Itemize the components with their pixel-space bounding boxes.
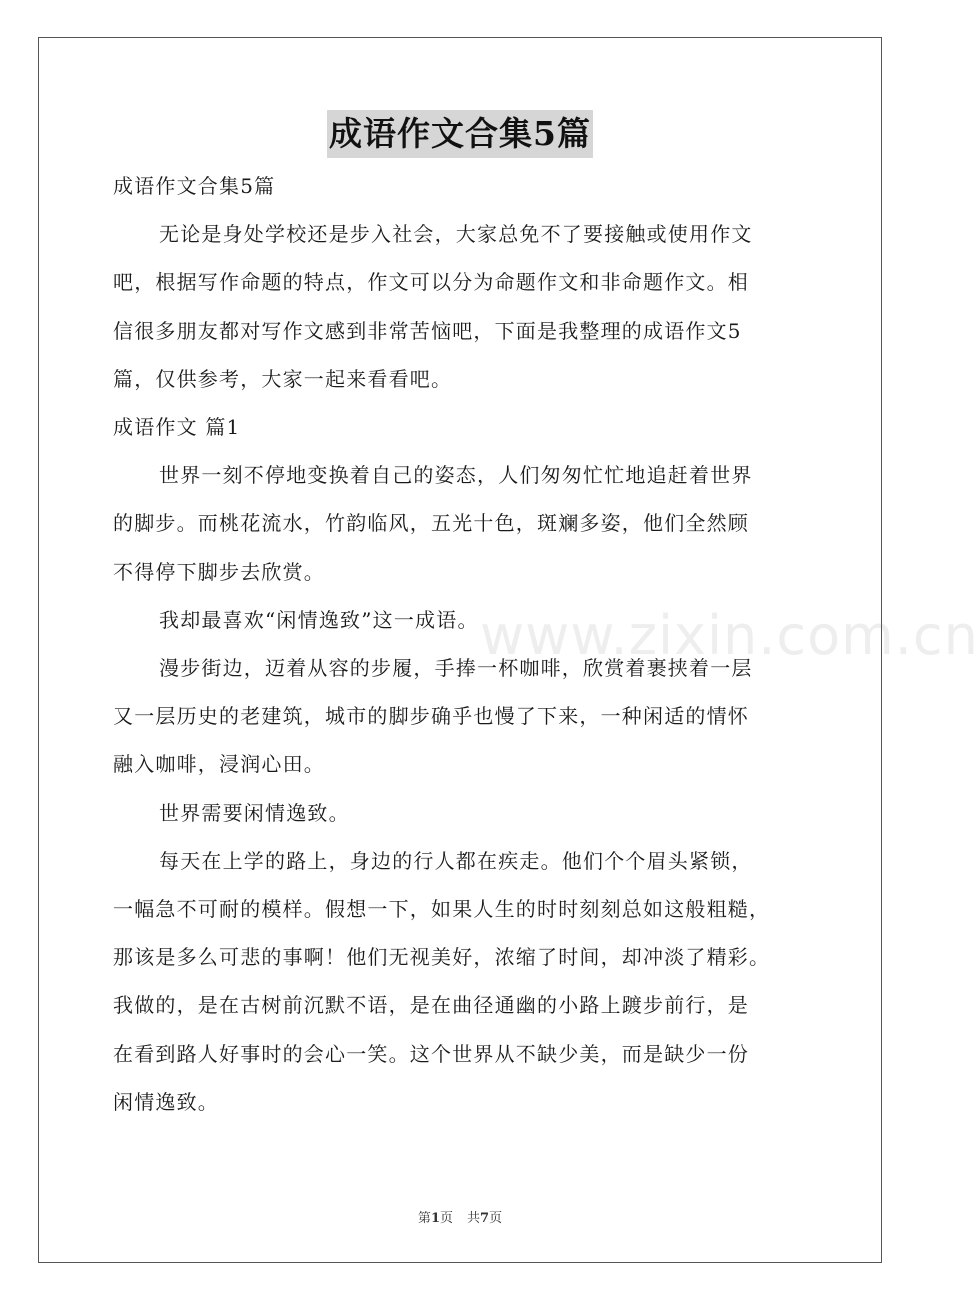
text-line: 吧，根据写作命题的特点，作文可以分为命题作文和非命题作文。相 — [113, 270, 749, 295]
paragraph — [113, 837, 819, 1126]
footer-total-prefix: 共 — [467, 1211, 481, 1226]
text-line: 我做的，是在古树前沉默不语，是在曲径通幽的小路上踱步前行，是 — [113, 993, 749, 1018]
paragraph — [113, 789, 819, 837]
text-line: 在看到路人好事时的会心一笑。这个世界从不缺少美，而是缺少一份 — [113, 1041, 749, 1066]
footer-page-prefix: 第 — [417, 1211, 431, 1226]
paragraph — [113, 596, 819, 644]
text-line: 每天在上学的路上，身边的行人都在疾走。他们个个眉头紧锁， — [159, 848, 753, 873]
text-line: 我却最喜欢“闲情逸致”这一成语。 — [159, 607, 479, 632]
text-line: 世界一刻不停地变换着自己的姿态，人们匆匆忙忙地追赶着世界 — [159, 463, 753, 488]
text-line: 不得停下脚步去欣赏。 — [113, 559, 325, 584]
section-heading — [113, 162, 819, 210]
text-line: 无论是身处学校还是步入社会，大家总免不了要接触或使用作文 — [159, 222, 753, 247]
paragraph — [113, 210, 819, 403]
paragraph — [113, 644, 819, 789]
text-line: 一幅急不可耐的模样。假想一下，如果人生的时时刻刻总如这般粗糙， — [113, 897, 771, 922]
footer-total-unit: 页 — [489, 1211, 503, 1226]
footer-page-unit: 页 — [439, 1211, 453, 1226]
page-footer — [0, 1207, 920, 1226]
text-line: 那该是多么可悲的事啊！他们无视美好，浓缩了时间，却冲淡了精彩。 — [113, 945, 771, 970]
text-line: 闲情逸致。 — [113, 1089, 219, 1114]
document-body — [113, 162, 819, 1126]
text-line: 成语作文 篇1 — [113, 415, 241, 440]
text-line: 的脚步。而桃花流水，竹韵临风，五光十色，斑斓多姿，他们全然顾 — [113, 511, 749, 536]
footer-page-total: 7 — [480, 1211, 490, 1226]
text-line: 篇，仅供参考，大家一起来看看吧。 — [113, 366, 453, 391]
watermark-text: www.zixin.com.cn — [480, 604, 979, 667]
text-line: 成语作文合集5篇 — [113, 174, 276, 198]
text-line: 信很多朋友都对写作文感到非常苦恼吧，下面是我整理的成语作文5 — [113, 318, 742, 343]
text-line: 世界需要闲情逸致。 — [159, 800, 350, 825]
document-title: 成语作文合集5篇 — [327, 110, 593, 158]
title-container — [0, 110, 920, 158]
text-line: 融入咖啡，浸润心田。 — [113, 752, 325, 777]
section-heading — [113, 403, 819, 451]
paragraph — [113, 451, 819, 596]
footer-page-current: 1 — [430, 1211, 440, 1226]
text-line: 又一层历史的老建筑，城市的脚步确乎也慢了下来，一种闲适的情怀 — [113, 704, 749, 729]
text-line: 漫步街边，迈着从容的步履，手捧一杯咖啡，欣赏着裹挟着一层 — [159, 656, 753, 681]
